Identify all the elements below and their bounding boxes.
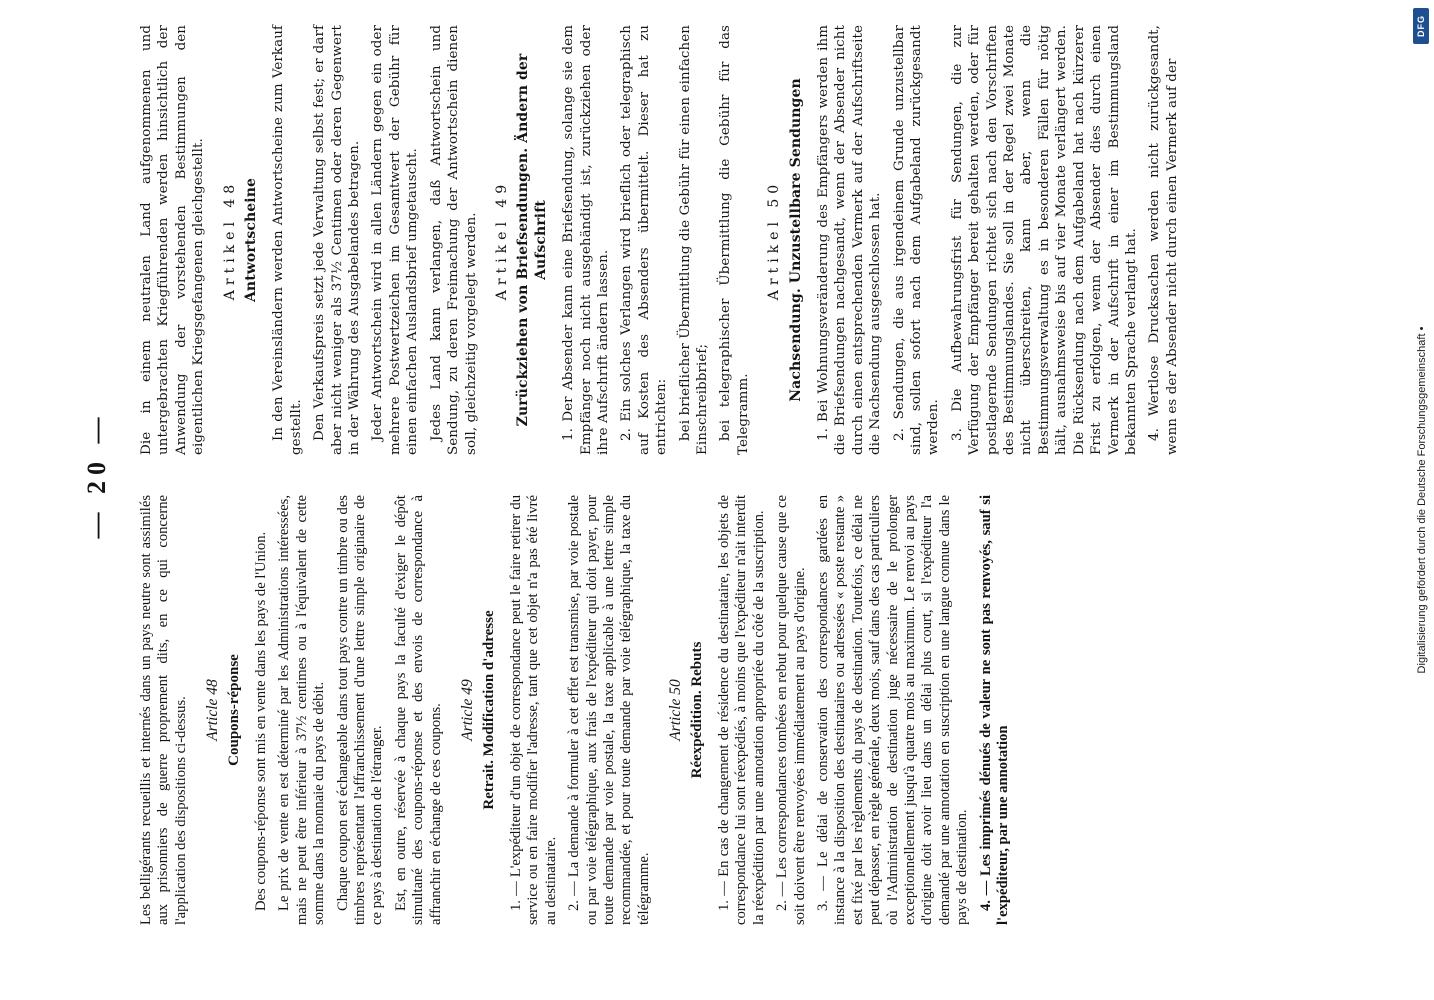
french-article-48-paragraph: Chaque coupon est échangeable dans tout pays contre un timbre ou des timbres représentant l'affranchissement d'une lettre simple originaire de ce pays à destination de l'étranger. [334, 495, 386, 925]
german-article-48-paragraph: Jedes Land kann verlangen, daß Antwortschein und Sendung, zu deren Freimachung der Antwortschein dienen soll, gleichzeitig vorgelegt werden. [428, 25, 479, 455]
german-article-50-paragraph: 2. Sendungen, die aus irgendeinem Grunde unzustellbar sind, sollen sofort nach dem Aufgabeland zurückgesandt werden. [891, 25, 942, 455]
french-article-50-title: Réexpédition. Rebuts [688, 641, 705, 779]
french-article-48-heading: Article 48 [204, 679, 222, 741]
french-article-50-paragraph: 3. — Le délai de conservation des correspondances gardées en instance à la disposition des destinataires ou adressées « poste restante » est fixé par les règlements du pays de destination. Toutefois, ce délai ne peut dépasser, en règle générale, deux mois, sauf dans des cas particuliers où l'Administration de destination juge nécessaire de le prolonger exceptionnellement jusqu'à quatre mois au maximum. Le renvoi au pays d'origine doit avoir lieu dans un délai plus court, si l'expéditeur l'a demandé par une annotation en suscription en une langue connue dans le pays de destination. [815, 495, 971, 925]
german-article-49-item: bei brieflicher Übermittlung die Gebühr für einen einfachen Einschreibbrief; [677, 25, 710, 455]
german-article-49-paragraph: 2. Ein solches Verlangen wird brieflich oder telegraphisch auf Kosten des Absenders übermittelt. Dieser hat zu entrichten: [619, 25, 670, 455]
page-number: — 20 — [82, 411, 111, 539]
german-article-49-heading: Artikel 49 [493, 179, 510, 301]
french-article-48-paragraph: Des coupons-réponse sont mis en vente dans les pays de l'Union. [253, 531, 270, 911]
french-article-48-paragraph: Le prix de vente en est déterminé par les Administrations intéressées, mais ne peut être inférieur à 37½ centimes ou à l'équivalent de cette somme dans la monnaie du pays de débit. [276, 495, 328, 925]
scanned-page [60, 15, 1420, 935]
digitization-credit [1410, 0, 1434, 1000]
german-article-50-paragraph: 4. Wertlose Drucksachen werden nicht zurückgesandt, wenn es der Absender nicht durch einen Vermerk auf der [1147, 25, 1180, 455]
german-article-48-paragraph: In den Vereinsländern werden Antwortscheine zum Verkauf gestellt. [271, 25, 304, 455]
german-article-48-heading: Artikel 48 [221, 179, 238, 301]
french-article-50-paragraph: 1. — En cas de changement de résidence du destinataire, les objets de correspondance lui sont réexpédiés, à moins que l'expéditeur n'ait interdit la réexpédition par une annotation appropriée du côté de la suscription. [715, 495, 767, 925]
german-article-49-title: Zurückziehen von Briefsendungen. Ändern der Aufschrift [515, 53, 549, 427]
german-article-49-item: bei telegraphischer Übermittlung die Gebühr für das Telegramm. [718, 25, 751, 455]
french-article-49-title: Retrait. Modification d'adresse [480, 610, 497, 810]
french-article-48-title: Coupons-réponse [225, 654, 242, 766]
german-article-50-title: Nachsendung. Unzustellbare Sendungen [787, 78, 804, 402]
french-article-49-heading: Article 49 [459, 679, 477, 741]
german-intro-paragraph: Die in einem neutralen Land aufgenommenen und untergebrachten Kriegführenden werden hinsichtlich der Anwendung der vorstehenden Bestimmungen den eigentlichen Kriegsgefangenen gleichgestellt. [139, 25, 207, 455]
french-intro-paragraph: Les belligérants recueillis et internés dans un pays neutre sont assimilés aux prisonniers de guerre proprement dits, en ce qui concerne l'application des dispositions ci-dessus. [138, 495, 189, 925]
german-article-49-paragraph: 1. Der Absender kann eine Briefsendung, solange sie dem Empfänger noch nicht ausgehändigt ist, zurückziehen oder ihre Aufschrift ändern lassen. [561, 25, 611, 455]
french-article-50-heading: Article 50 [667, 679, 685, 741]
french-article-50-paragraph-4: 4. — Les imprimés dénués de valeur ne sont pas renvoyés, sauf si l'expéditeur, par une annotation [977, 495, 1012, 925]
german-article-50-paragraph: 1. Bei Wohnungsveränderung des Empfängers werden ihm die Briefsendungen nachgesandt, wenn der Absender nicht durch einen entsprechenden Vermerk auf der Aufschriftseite die Nachsendung ausgeschlossen hat. [816, 25, 884, 455]
french-article-48-paragraph: Est, en outre, réservée à chaque pays la faculté d'exiger le dépôt simultané des coupons-réponse et des envois de correspondance à affranchir en échange de ces coupons. [392, 495, 444, 925]
credit-text: Digitalisierung gefördert durch die Deutsche Forschungsgemeinschaft • [1416, 326, 1428, 674]
dfg-logo-icon [1413, 8, 1429, 44]
german-article-48-paragraph: Den Verkaufspreis setzt jede Verwaltung selbst fest; er darf aber nicht weniger als 37½ Centimen oder deren Gegenwert in der Währung des Ausgabelandes betragen. [312, 25, 363, 455]
german-article-48-title: Antwortscheine [243, 177, 260, 303]
german-article-50-heading: Artikel 50 [766, 179, 783, 301]
french-article-50-paragraph: 2. — Les correspondances tombées en rebut pour quelque cause que ce soit doivent être renvoyées immédiatement au pays d'origine. [774, 495, 808, 925]
french-article-49-paragraph: 1. — L'expéditeur d'un objet de correspondance peut le faire retirer du service ou en faire modifier l'adresse, tant que cet objet n'a pas été livré au destinataire. [507, 495, 559, 925]
dfg-logo-text: DFG [1416, 15, 1426, 37]
french-article-49-paragraph: 2. — La demande à formuler à cet effet est transmise, par voie postale ou par voie télégraphique, aux frais de l'expéditeur qui doit payer, pour toute demande par voie postale, la taxe applicable à une lettre simple recommandée, et pour toute demande par voie télégraphique, la taxe du télégramme. [566, 495, 652, 925]
german-article-50-paragraph: 3. Die Aufbewahrungsfrist für Sendungen, die zur Verfügung der Empfänger bereit gehalten werden, oder für postlagernde Sendungen richtet sich nach den Vorschriften des Bestimmungslandes. Sie soll in der Regel zwei Monate nicht überschreiten, kann aber, wenn die Bestimmungsverwaltung es in besonderen Fällen für nötig hält, ausnahmsweise bis auf vier Monate verlängert werden. Die Rücksendung nach dem Aufgabeland hat nach kürzerer Frist zu erfolgen, wenn der Absender dies durch einen Vermerk in der Aufschrift in einer im Bestimmungsland bekannten Sprache verlangt hat. [949, 25, 1139, 455]
german-column [138, 25, 1187, 455]
german-article-48-paragraph: Jeder Antwortschein wird in allen Ländern gegen ein oder mehrere Postwertzeichen im Gesamtwert der Gebühr für einen einfachen Auslandsbrief umgetauscht. [370, 25, 421, 455]
french-column [138, 495, 1018, 925]
